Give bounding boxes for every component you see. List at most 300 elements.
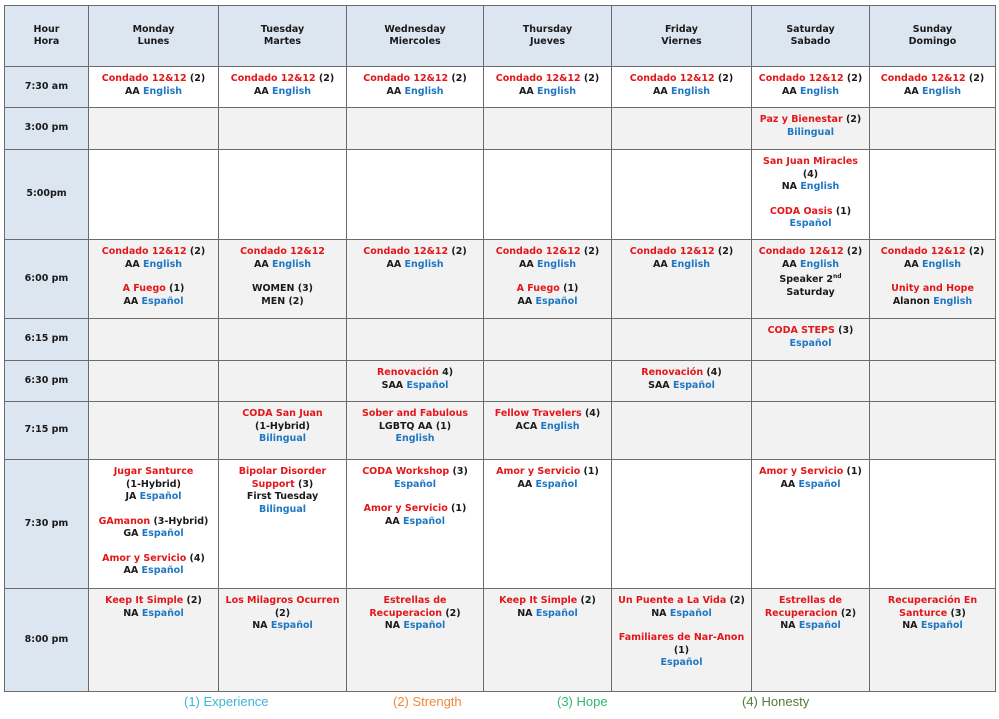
meeting-name: Familiares de Nar-Anon: [618, 632, 745, 643]
meeting-detail: (1-Hybrid): [126, 478, 181, 490]
meeting-detail: NA: [517, 607, 536, 619]
meeting-detail: LGBTQ AA (1): [378, 420, 452, 432]
meeting-entry: [350, 466, 480, 491]
meeting-detail: AA: [254, 85, 273, 97]
meeting-language: Español: [789, 218, 832, 229]
schedule-cell: [870, 589, 996, 692]
meeting-detail: AA: [780, 478, 799, 490]
meeting-detail: (2): [714, 246, 734, 257]
meeting-language: Español: [798, 478, 841, 490]
meeting-detail: AA: [782, 258, 801, 270]
meeting-detail: (2): [274, 607, 291, 619]
schedule-cell: [752, 589, 870, 692]
meeting-name: Condado 12&12: [495, 246, 581, 257]
meeting-detail: AA: [782, 85, 801, 97]
meeting-name: Keep It Simple: [499, 595, 578, 606]
time-label: 6:00 pm: [5, 240, 89, 319]
schedule-cell: [89, 240, 219, 319]
time-label: 7:15 pm: [5, 402, 89, 460]
meeting-detail: (2): [965, 246, 985, 257]
meeting-language: English: [800, 85, 839, 97]
day-name-es: Jueves: [529, 36, 566, 47]
meeting-detail: SAA: [648, 379, 673, 391]
meeting-name: A Fuego: [516, 283, 560, 294]
meeting-entry: [350, 503, 480, 528]
meeting-detail: (3): [834, 325, 854, 336]
meeting-entry: [615, 595, 748, 620]
meeting-detail: (4): [703, 367, 722, 378]
meeting-detail: AA: [517, 295, 536, 307]
meeting-language: Bilingual: [786, 126, 834, 138]
schedule-cell: [752, 67, 870, 108]
schedule-cell: [89, 150, 219, 240]
meeting-name: Condado 12&12: [240, 246, 325, 257]
meeting-entry: [873, 283, 992, 308]
meeting-detail: (2): [843, 73, 863, 84]
schedule-cell: [870, 150, 996, 240]
meeting-detail: (3): [294, 478, 314, 490]
meeting-language: English: [537, 258, 576, 270]
meeting-name: Condado 12&12: [101, 73, 187, 84]
schedule-cell: [870, 361, 996, 402]
meeting-detail: (1): [673, 644, 690, 656]
meeting-name: GAmanon: [98, 515, 151, 527]
schedule-cell: [347, 589, 484, 692]
meeting-entry: [92, 553, 215, 578]
legend-item: (3) Hope: [557, 694, 608, 709]
schedule-cell: [484, 108, 612, 150]
meeting-language: English: [272, 85, 311, 97]
meeting-detail: (1): [559, 283, 579, 294]
meeting-detail: AA: [517, 478, 536, 490]
meeting-name: San Juan Miracles: [763, 156, 858, 167]
meeting-detail: (2): [577, 595, 596, 606]
schedule-cell: [219, 240, 347, 319]
meeting-name: Paz y Bienestar: [759, 114, 843, 125]
schedule-cell: [612, 150, 752, 240]
meeting-detail: NA: [252, 620, 271, 631]
schedule-cell: [347, 361, 484, 402]
meeting-detail: AA: [904, 85, 923, 97]
meeting-name: Condado 12&12: [629, 73, 715, 84]
day-name-en: Saturday: [786, 24, 835, 35]
meeting-name: Unity and Hope: [891, 283, 974, 294]
meeting-name: Amor y Servicio: [363, 503, 448, 514]
meeting-detail: WOMEN (3): [251, 283, 314, 294]
meeting-language: English: [537, 85, 576, 97]
meeting-detail: AA: [125, 258, 144, 270]
meeting-language: English: [143, 85, 182, 97]
day-header-friday: [612, 6, 752, 67]
meeting-entry: [350, 73, 480, 98]
meeting-entry: [755, 114, 866, 139]
meeting-detail: (2): [186, 73, 206, 84]
day-name-en: Monday: [132, 24, 175, 35]
meeting-language: English: [540, 420, 580, 432]
time-row: [5, 402, 996, 460]
schedule-cell: [752, 460, 870, 589]
meeting-language: Español: [660, 657, 703, 668]
time-label: 7:30 am: [5, 67, 89, 108]
meeting-language: Español: [798, 620, 841, 631]
meeting-entry: [615, 632, 748, 670]
hour-header-es: Hora: [33, 36, 60, 47]
meeting-detail: (2): [726, 595, 745, 606]
schedule-cell: [612, 361, 752, 402]
meeting-entry: [487, 283, 608, 308]
meeting-name: Amor y Servicio: [102, 552, 187, 564]
meeting-detail: Alanon: [892, 295, 934, 307]
meeting-language: English: [143, 258, 182, 270]
meeting-name: Un Puente a La Vida: [618, 595, 727, 606]
schedule-cell: [484, 67, 612, 108]
day-name-en: Sunday: [912, 24, 953, 35]
meeting-name: Fellow Travelers: [494, 408, 582, 419]
meeting-entry: [873, 595, 992, 633]
meeting-language: Español: [535, 478, 578, 490]
meeting-name: CODA Oasis: [769, 205, 833, 217]
meeting-detail: Speaker 2: [779, 274, 834, 286]
meeting-language: Bilingual: [258, 503, 306, 515]
meeting-detail: (2): [315, 73, 335, 84]
meeting-entry: [92, 283, 215, 308]
meeting-detail: AA: [519, 258, 538, 270]
day-name-es: Sabado: [790, 36, 831, 47]
schedule-cell: [870, 240, 996, 319]
meeting-entry: [755, 246, 866, 299]
time-row: [5, 150, 996, 240]
meeting-language: English: [272, 258, 311, 270]
meeting-language: Español: [270, 620, 313, 631]
meeting-detail: (1): [832, 205, 852, 217]
schedule-cell: [89, 361, 219, 402]
schedule-cell: [347, 402, 484, 460]
meeting-detail: NA: [651, 607, 670, 619]
meeting-entry: [755, 73, 866, 98]
meeting-detail: AA: [254, 258, 273, 270]
meeting-language: Español: [141, 295, 184, 307]
meeting-language: Español: [403, 620, 446, 631]
day-header-saturday: [752, 6, 870, 67]
meeting-name: Condado 12&12: [101, 246, 187, 257]
meeting-detail: NA: [123, 607, 142, 619]
meeting-name: Condado 12&12: [495, 73, 581, 84]
meeting-detail: AA: [653, 258, 672, 270]
meeting-detail: (2): [843, 246, 863, 257]
meeting-name: Los Milagros Ocurren: [225, 595, 340, 606]
meeting-name: Estrellas de: [383, 595, 447, 606]
schedule-cell: [870, 460, 996, 589]
meeting-name: Amor y Servicio: [759, 466, 844, 477]
meeting-entry: [92, 595, 215, 620]
schedule-cell: [612, 240, 752, 319]
meeting-entry: [755, 325, 866, 350]
meeting-language: Español: [139, 491, 182, 502]
schedule-cell: [612, 67, 752, 108]
meeting-name: Support: [251, 478, 295, 490]
schedule-cell: [219, 460, 347, 589]
schedule-cell: [870, 108, 996, 150]
meeting-entry: [222, 246, 343, 271]
time-row: [5, 240, 996, 319]
schedule-cell: [484, 240, 612, 319]
meeting-detail: (1): [165, 283, 185, 294]
meeting-detail: SAA: [381, 379, 407, 391]
schedule-cell: [219, 361, 347, 402]
schedule-cell: [612, 460, 752, 589]
meeting-schedule-table: [4, 5, 996, 692]
day-header-sunday: [870, 6, 996, 67]
meeting-detail: AA: [653, 85, 672, 97]
meeting-entry: [755, 156, 866, 194]
schedule-cell: [219, 150, 347, 240]
meeting-entry: [222, 283, 343, 308]
day-name-es: Domingo: [908, 36, 957, 47]
meeting-detail: (2): [183, 595, 202, 606]
schedule-cell: [219, 402, 347, 460]
meeting-detail: (4): [186, 552, 205, 564]
meeting-entry: [350, 367, 480, 392]
meeting-detail: (2): [714, 73, 734, 84]
time-row: [5, 589, 996, 692]
meeting-entry: [92, 516, 215, 541]
header-row: [5, 6, 996, 67]
meeting-name: Condado 12&12: [758, 246, 844, 257]
schedule-cell: [89, 402, 219, 460]
meeting-detail: (3-Hybrid): [150, 515, 209, 527]
meeting-detail: (1): [447, 503, 467, 514]
meeting-language: Español: [406, 379, 449, 391]
meeting-name: Condado 12&12: [363, 246, 449, 257]
schedule-cell: [89, 67, 219, 108]
meeting-name: Recuperación En: [887, 595, 978, 606]
meeting-entry: [350, 595, 480, 633]
meeting-language: English: [404, 258, 444, 270]
meeting-entry: [350, 246, 480, 271]
meeting-entry: [755, 206, 866, 231]
meeting-entry: [350, 408, 480, 446]
hour-header: [5, 6, 89, 67]
time-label: 5:00pm: [5, 150, 89, 240]
schedule-cell: [484, 361, 612, 402]
meeting-entry: [615, 367, 748, 392]
schedule-cell: [347, 150, 484, 240]
meeting-detail: First Tuesday: [246, 491, 319, 502]
schedule-cell: [752, 108, 870, 150]
meeting-detail: AA: [125, 85, 144, 97]
meeting-detail: AA: [385, 515, 404, 527]
meeting-language: English: [395, 433, 435, 444]
meeting-entry: [487, 595, 608, 620]
meeting-detail: (2): [580, 73, 600, 84]
day-header-tuesday: [219, 6, 347, 67]
meeting-language: Bilingual: [258, 433, 306, 444]
meeting-entry: [222, 595, 343, 633]
schedule-cell: [219, 589, 347, 692]
day-name-es: Miercoles: [389, 36, 441, 47]
meeting-entry: [487, 73, 608, 98]
meeting-name: A Fuego: [122, 283, 166, 294]
meeting-name: Keep It Simple: [105, 595, 184, 606]
meeting-entry: [487, 246, 608, 271]
schedule-body: [5, 67, 996, 692]
time-label: 3:00 pm: [5, 108, 89, 150]
time-label: 7:30 pm: [5, 460, 89, 589]
schedule-cell: [484, 589, 612, 692]
meeting-name: Recuperacion: [369, 607, 443, 619]
schedule-cell: [612, 589, 752, 692]
schedule-cell: [870, 319, 996, 361]
schedule-cell: [752, 150, 870, 240]
meeting-language: Español: [535, 607, 578, 619]
schedule-cell: [347, 67, 484, 108]
hour-header-en: Hour: [33, 24, 60, 35]
meeting-entry: [615, 73, 748, 98]
meeting-entry: [92, 466, 215, 504]
schedule-cell: [870, 402, 996, 460]
meeting-detail: JA: [125, 491, 140, 502]
legend-item: (2) Strength: [393, 694, 462, 709]
schedule-cell: [219, 108, 347, 150]
meeting-detail: Saturday: [786, 286, 835, 298]
meeting-name: Jugar Santurce: [113, 466, 194, 477]
schedule-cell: [484, 319, 612, 361]
meeting-name: Bipolar Disorder: [238, 466, 327, 477]
meeting-language: English: [800, 181, 840, 192]
legend: [0, 692, 999, 712]
schedule-cell: [89, 108, 219, 150]
time-row: [5, 319, 996, 361]
schedule-cell: [347, 240, 484, 319]
schedule-cell: [752, 240, 870, 319]
schedule-cell: [347, 319, 484, 361]
meeting-detail: 4): [438, 367, 454, 378]
time-label: 8:00 pm: [5, 589, 89, 692]
meeting-name: Renovación: [376, 367, 439, 378]
schedule-cell: [89, 589, 219, 692]
meeting-language: Español: [141, 607, 184, 619]
meeting-detail: GA: [123, 528, 142, 539]
meeting-detail: (2): [186, 246, 206, 257]
meeting-detail: NA: [902, 620, 921, 631]
meeting-entry: [92, 246, 215, 271]
schedule-cell: [752, 402, 870, 460]
schedule-cell: [870, 67, 996, 108]
meeting-name: Condado 12&12: [880, 73, 966, 84]
meeting-detail: AA: [386, 85, 405, 97]
meeting-detail: NA: [384, 620, 404, 631]
meeting-detail: (2): [837, 607, 857, 619]
meeting-detail: (2): [842, 114, 862, 125]
meeting-name: Estrellas de: [779, 595, 842, 606]
legend-item: (1) Experience: [184, 694, 269, 709]
meeting-detail: AA: [123, 295, 142, 307]
schedule-cell: [612, 402, 752, 460]
meeting-language: Español: [535, 295, 578, 307]
time-row: [5, 460, 996, 589]
meeting-language: Español: [403, 515, 445, 527]
schedule-cell: [752, 361, 870, 402]
day-name-en: Wednesday: [384, 24, 446, 35]
meeting-entry: [873, 246, 992, 271]
schedule-cell: [484, 402, 612, 460]
meeting-language: Español: [920, 620, 963, 631]
meeting-name: Condado 12&12: [629, 246, 715, 257]
time-row: [5, 108, 996, 150]
meeting-name: Condado 12&12: [758, 73, 844, 84]
meeting-entry: [755, 595, 866, 633]
meeting-name: Amor y Servicio: [496, 466, 581, 477]
time-label: 6:15 pm: [5, 319, 89, 361]
time-row: [5, 361, 996, 402]
meeting-entry: [222, 73, 343, 98]
meeting-language: English: [933, 295, 973, 307]
schedule-cell: [612, 108, 752, 150]
meeting-detail: (2): [448, 73, 467, 84]
meeting-detail: (1-Hybrid): [255, 420, 310, 432]
schedule-cell: [612, 319, 752, 361]
legend-item: (4) Honesty: [742, 694, 810, 709]
schedule-cell: [347, 108, 484, 150]
schedule-cell: [752, 319, 870, 361]
meeting-name: CODA San Juan: [242, 408, 323, 419]
meeting-detail: AA: [904, 258, 923, 270]
meeting-detail: ACA: [515, 420, 541, 432]
schedule-cell: [89, 460, 219, 589]
meeting-entry: [92, 73, 215, 98]
meeting-language: English: [800, 258, 839, 270]
meeting-detail: (3): [947, 607, 966, 619]
meeting-language: Español: [669, 607, 712, 619]
meeting-detail: nd: [833, 273, 842, 280]
meeting-language: Español: [394, 478, 436, 490]
meeting-language: English: [404, 85, 444, 97]
meeting-entry: [222, 408, 343, 446]
day-name-es: Viernes: [661, 36, 702, 47]
meeting-name: Santurce: [899, 607, 948, 619]
day-header-wednesday: [347, 6, 484, 67]
meeting-detail: AA: [519, 85, 538, 97]
day-name-en: Thursday: [522, 24, 573, 35]
meeting-entry: [487, 408, 608, 433]
meeting-language: English: [671, 85, 710, 97]
meeting-name: Condado 12&12: [880, 246, 966, 257]
day-header-thursday: [484, 6, 612, 67]
meeting-detail: NA: [780, 620, 799, 631]
meeting-language: English: [922, 85, 961, 97]
schedule-cell: [347, 460, 484, 589]
meeting-detail: AA: [386, 258, 405, 270]
meeting-detail: (2): [580, 246, 600, 257]
meeting-language: English: [671, 258, 710, 270]
meeting-name: Condado 12&12: [363, 73, 449, 84]
time-label: 6:30 pm: [5, 361, 89, 402]
meeting-name: Condado 12&12: [230, 73, 316, 84]
meeting-language: Español: [672, 379, 715, 391]
meeting-detail: (1): [580, 466, 599, 477]
meeting-entry: [755, 466, 866, 491]
day-name-es: Lunes: [137, 36, 170, 47]
meeting-entry: [615, 246, 748, 271]
meeting-detail: (2): [442, 607, 461, 619]
schedule-cell: [484, 460, 612, 589]
meeting-language: Español: [141, 565, 184, 576]
meeting-name: CODA Workshop: [362, 466, 450, 477]
meeting-detail: (2): [448, 246, 467, 257]
meeting-detail: NA: [781, 181, 801, 192]
meeting-detail: (4): [802, 168, 819, 180]
meeting-name: Recuperacion: [764, 607, 838, 619]
